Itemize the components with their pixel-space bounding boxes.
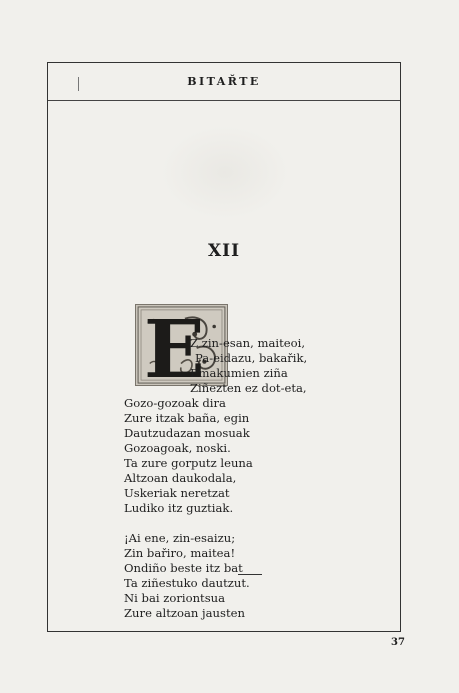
- poem-line: Ta ziñestuko dautzut.: [124, 576, 250, 590]
- poem-line: Emakumien ziña: [190, 366, 288, 380]
- stanza-divider: [238, 574, 262, 575]
- running-head: BITAŘTE: [187, 75, 261, 88]
- poem-line: Zure itzak baña, egin: [124, 411, 250, 425]
- poem-line: Gozoagoak, noski.: [124, 441, 231, 455]
- poem-line: Pa-eidazu, bakařik,: [195, 351, 308, 365]
- poem-line: Ta zure gorputz leuna: [124, 456, 253, 470]
- poem-line: Altzoan daukodala,: [124, 471, 237, 485]
- page-frame: [47, 62, 401, 632]
- poem-line: Dautzudazan mosuak: [124, 426, 250, 440]
- poem-line: Zin bařiro, maitea!: [124, 546, 236, 560]
- poem-line: Ziñezten ez dot-eta,: [190, 381, 307, 395]
- chapter-number: XII: [207, 241, 241, 261]
- poem-line: Uskeriak neretzat: [124, 486, 230, 500]
- poem-line: ¡Ai ene, zin-esaizu;: [124, 531, 236, 545]
- poem-line: Ludiko itz guztiak.: [124, 501, 234, 515]
- drop-cap-letter: E: [143, 305, 205, 385]
- poem-line: Ni bai zoriontsua: [124, 591, 226, 605]
- poem-line: Zure altzoan jausten: [124, 606, 245, 620]
- poem-line: Ondiño beste itz bat: [124, 561, 243, 575]
- poem-line: Z zin-esan, maiteoi,: [190, 336, 306, 350]
- page-number: 37: [391, 637, 405, 648]
- header-rule: [48, 100, 400, 101]
- poem-line: Gozo-gozoak dira: [124, 396, 226, 410]
